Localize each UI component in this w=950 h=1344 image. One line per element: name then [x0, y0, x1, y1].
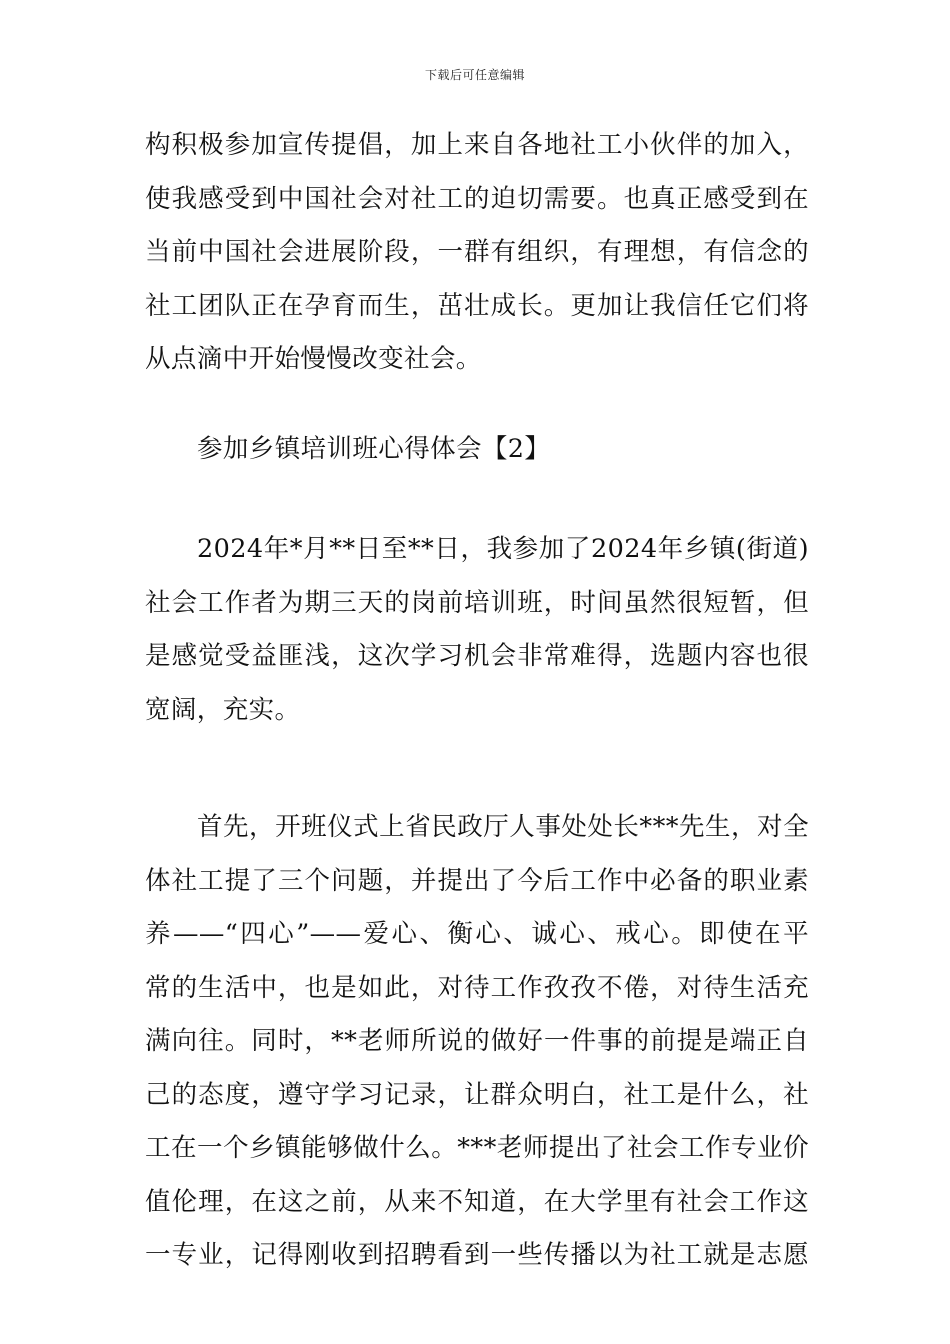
- paragraph-line: 一专业，记得刚收到招聘看到一些传播以为社工就是志愿: [145, 1240, 809, 1270]
- paragraph-2: [145, 523, 809, 737]
- paragraph-line: 己的态度，遵守学习记录，让群众明白，社工是什么，社: [145, 1079, 809, 1110]
- paragraph-line: 社会工作者为期三天的岗前培训班，时间虽然很短暂，但: [145, 587, 809, 618]
- page-header: 下载后可任意编辑: [424, 68, 525, 82]
- section-heading: 参加乡镇培训班心得体会【2】: [197, 434, 551, 464]
- paragraph-line: 宽阔，充实。: [145, 694, 301, 725]
- paragraph-3: [145, 801, 809, 1283]
- paragraph-line: 值伦理，在这之前，从来不知道，在大学里有社会工作这: [145, 1186, 809, 1217]
- paragraph-1: [145, 119, 809, 387]
- paragraph-line: 工在一个乡镇能够做什么。***老师提出了社会工作专业价: [145, 1133, 809, 1163]
- paragraph-line: 常的生活中，也是如此，对待工作孜孜不倦，对待生活充: [145, 972, 809, 1003]
- paragraph-line: 满向往。同时，**老师所说的做好一件事的前提是端正自: [145, 1026, 809, 1056]
- paragraph-line: 养——“四心”——爱心、衡心、诚心、戒心。即使在平: [145, 919, 809, 949]
- paragraph-line: 是感觉受益匪浅，这次学习机会非常难得，选题内容也很: [145, 641, 809, 671]
- paragraph-line: 构积极参加宣传提倡，加上来自各地社工小伙伴的加入，: [145, 130, 809, 160]
- paragraph-line: 使我感受到中国社会对社工的迫切需要。也真正感受到在: [145, 183, 809, 214]
- paragraph-line: 首先，开班仪式上省民政厅人事处处长***先生，对全: [197, 812, 809, 842]
- paragraph-line: 当前中国社会进展阶段，一群有组织，有理想，有信念的: [145, 237, 809, 267]
- paragraph-line: 从点滴中开始慢慢改变社会。: [145, 344, 482, 374]
- paragraph-line: 2024年*月**日至**日，我参加了2024年乡镇(街道): [197, 534, 809, 564]
- paragraph-line: 社工团队正在孕育而生，茁壮成长。更加让我信任它们将: [145, 290, 809, 321]
- paragraph-line: 体社工提了三个问题，并提出了今后工作中必备的职业素: [145, 865, 809, 896]
